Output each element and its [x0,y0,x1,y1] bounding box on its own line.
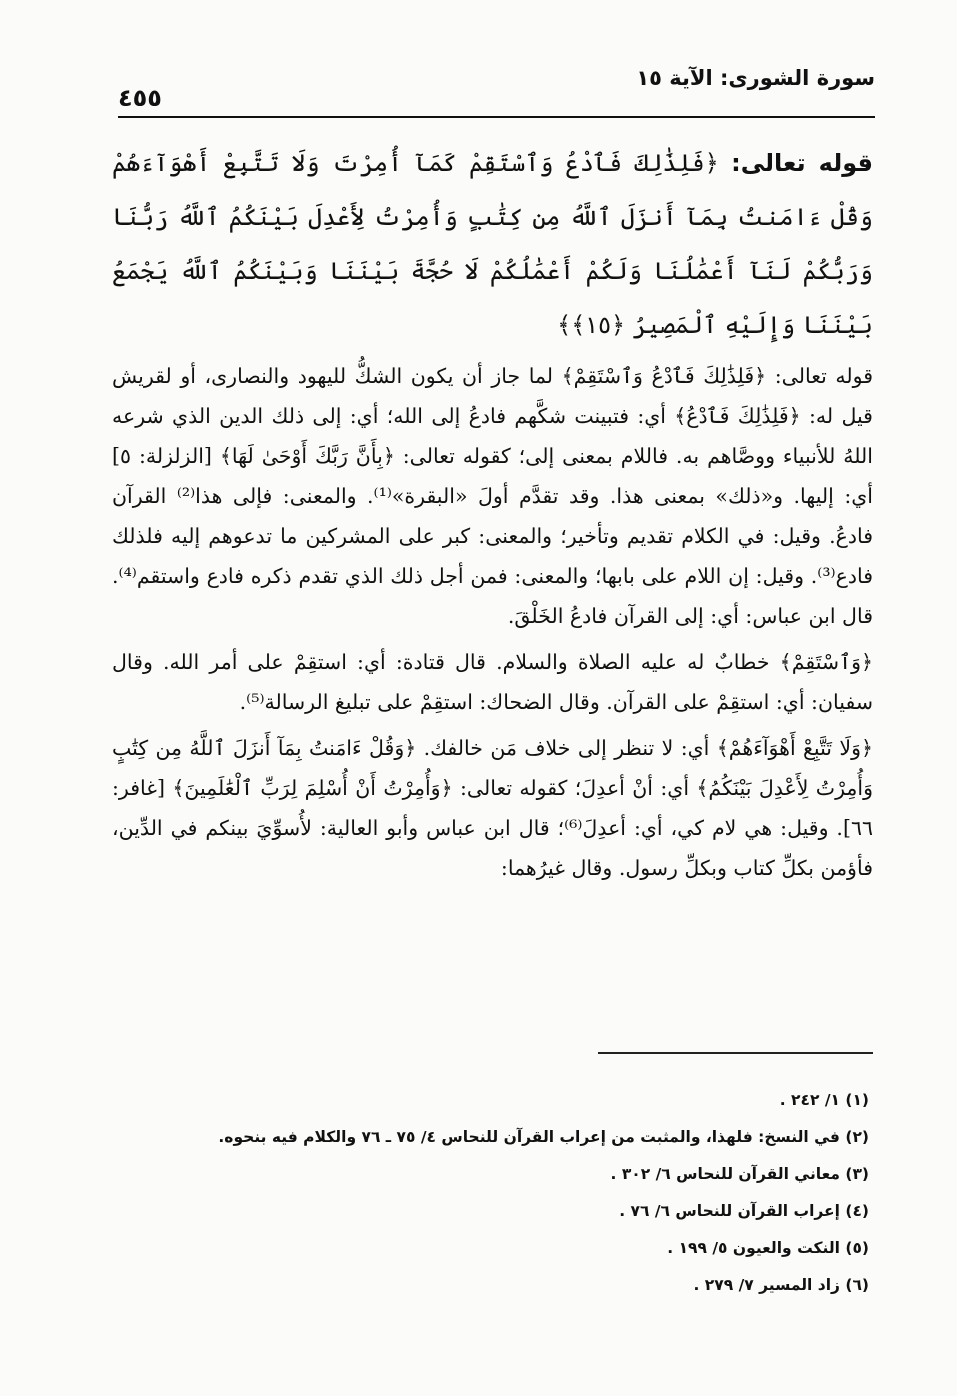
verse-paragraph [112,136,873,352]
footnote-5: (٥) النكت والعيون ٥/ ١٩٩ . [667,1239,869,1257]
commentary-paragraph-2: ﴿وَٱسْتَقِمْ﴾ خطابٌ له عليه الصلاة والسلام. قال قتادة: أي: استقِمْ على أمر الله. وقال سفيان: أي: استقِمْ على القرآن. وقال الضحاك: استقِمْ على تبليغ الرسالة⁽⁵⁾. [112,650,873,714]
verse-lead: قوله تعالى: [731,149,873,177]
page-number: ٤٥٥ [118,84,162,112]
verse-text: ﴿فَلِذَٰلِكَ فَٱدْعُ وَٱسْتَقِمْ كَمَآ أُمِرْتَ وَلَا تَتَّبِعْ أَهْوَآءَهُمْ وَقُلْ ءَامَنتُ بِمَآ أَنزَلَ ٱللَّهُ مِن كِتَٰبٍ وَأُمِرْتُ لِأَعْدِلَ بَيْنَكُمُ ٱللَّهُ رَبُّنَا وَرَبُّكُمْ لَنَآ أَعْمَٰلُنَا وَلَكُمْ أَعْمَٰلُكُمْ لَا حُجَّةَ بَيْنَنَا وَبَيْنَكُمُ ٱللَّهُ يَجْمَعُ بَيْنَنَا وَإِلَيْهِ ٱلْمَصِيرُ ﴿١٥﴾﴾ [112,149,873,339]
footnote-separator [598,1052,873,1054]
footnote-6: (٦) زاد المسير ٧/ ٢٧٩ . [693,1276,869,1294]
footnote-4: (٤) إعراب القرآن للنحاس ٦/ ٧٦ . [619,1202,869,1220]
commentary-paragraph-1: قوله تعالى: ﴿فَلِذَٰلِكَ فَٱدْعُ وَٱسْتَقِمْ﴾ لما جاز أن يكون الشكُّ لليهود والنصارى، أو لقريش قيل له: ﴿فَلِذَٰلِكَ فَٱدْعُ﴾ أي: فتبينت شكَّهم فادعُ إلى الله؛ أي: إلى ذلك الدين الذي شرعه اللهُ للأنبياء ووصَّاهم به. فاللام بمعنى إلى؛ كقوله تعالى: ﴿بِأَنَّ رَبَّكَ أَوْحَىٰ لَهَا﴾ [الزلزلة: ٥] أي: إليها. و«ذلك» بمعنى هذا. وقد تقدَّم أولَ «البقرة»⁽¹⁾. والمعنى: فإلى هذا⁽²⁾ القرآن فادعُ. وقيل: في الكلام تقديم وتأخير؛ والمعنى: كبر على المشركين ما تدعوهم إليه فلذلك فادع⁽³⁾. وقيل: إن اللام على بابها؛ والمعنى: فمن أجل ذلك الذي تقدم ذكره فادع واستقم⁽⁴⁾. قال ابن عباس: أي: إلى القرآن فادعُ الخَلْقَ. [112,364,873,628]
main-text [112,136,873,894]
footnote-3: (٣) معاني القرآن للنحاس ٦/ ٣٠٢ . [610,1165,869,1183]
running-title: سورة الشورى: الآية ١٥ [636,66,875,90]
commentary-paragraph-3: ﴿وَلَا تَتَّبِعْ أَهْوَآءَهُمْ﴾ أي: لا تنظر إلى خلاف مَن خالفك. ﴿وَقُلْ ءَامَنتُ بِمَآ أَنزَلَ ٱللَّهُ مِن كِتَٰبٍ وَأُمِرْتُ لِأَعْدِلَ بَيْنَكُمُ﴾ أي: أنْ أعدِلَ؛ كقوله تعالى: ﴿وَأُمِرْتُ أَنْ أُسْلِمَ لِرَبِّ ٱلْعَٰلَمِينَ﴾ [غافر: ٦٦]. وقيل: هي لام كي، أي: أعدِلَ⁽⁶⁾؛ قال ابن عباس وأبو العالية: لأُسوِّيَ بينكم في الدِّين، فأؤمن بكلِّ كتاب وبكلِّ رسول. وقال غيرُهما: [112,736,873,880]
footnotes [112,1082,869,1304]
page-header [118,58,875,118]
footnote-1: (١) ١/ ٢٤٢ . [779,1091,869,1109]
footnote-2: (٢) في النسخ: فلهذا، والمثبت من إعراب القرآن للنحاس ٤/ ٧٥ ـ ٧٦ والكلام فيه بنحوه. [218,1128,869,1146]
